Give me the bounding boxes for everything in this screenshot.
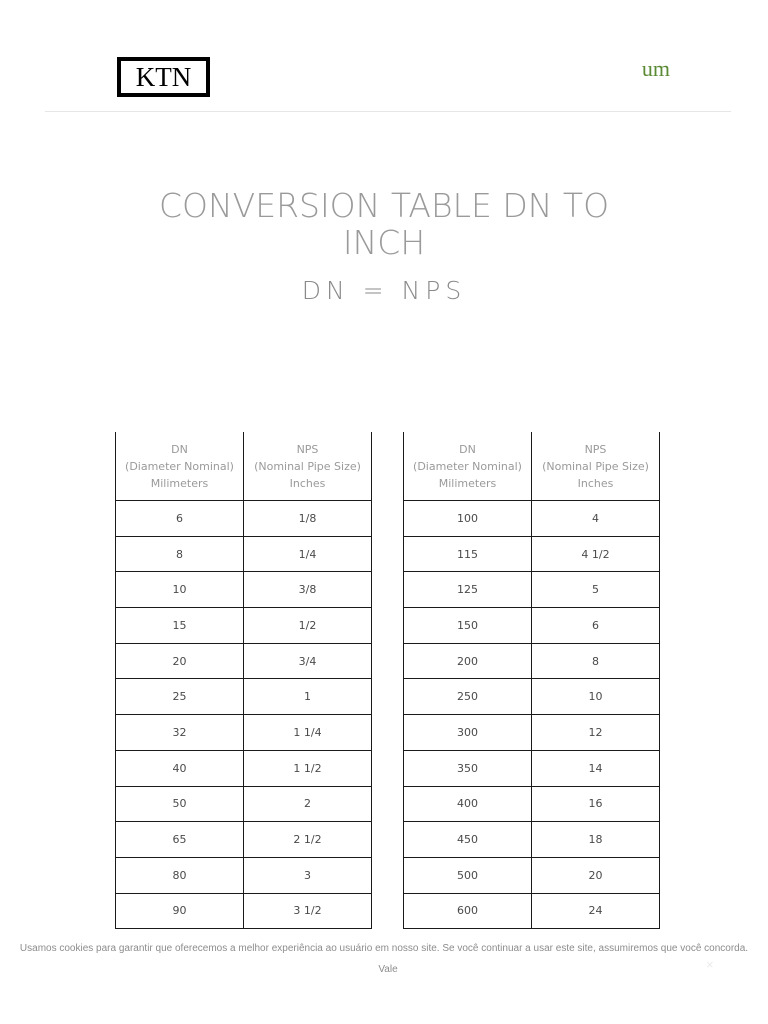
table-row xyxy=(116,893,372,929)
dn-cell: 50 xyxy=(116,786,244,822)
language-link[interactable]: um xyxy=(641,56,670,81)
table-row xyxy=(116,786,372,822)
page-subtitle: DN = NPS xyxy=(301,276,467,305)
table-row xyxy=(116,643,372,679)
dn-header-desc: (Diameter Nominal) xyxy=(413,459,522,473)
dn-header-unit: Milimeters xyxy=(150,476,209,490)
site-header xyxy=(0,0,768,113)
nps-cell: 1 xyxy=(244,679,372,715)
dn-cell: 80 xyxy=(116,857,244,893)
dn-cell: 450 xyxy=(404,822,532,858)
nps-header-label: NPS xyxy=(296,442,319,456)
dn-cell: 250 xyxy=(404,679,532,715)
close-icon[interactable]: × xyxy=(706,957,714,972)
table-row xyxy=(404,857,660,893)
table-row xyxy=(116,608,372,644)
nps-header-unit: Inches xyxy=(289,476,326,490)
dn-header-label: DN xyxy=(459,442,476,456)
nps-cell: 1/8 xyxy=(244,501,372,537)
nps-cell: 1 1/2 xyxy=(244,750,372,786)
nps-header-unit: Inches xyxy=(577,476,614,490)
table-row xyxy=(116,536,372,572)
dn-header-label: DN xyxy=(171,442,188,456)
nps-cell: 2 1/2 xyxy=(244,822,372,858)
nps-cell: 2 xyxy=(244,786,372,822)
table-row xyxy=(404,786,660,822)
dn-cell: 6 xyxy=(116,501,244,537)
nps-cell: 4 xyxy=(532,501,660,537)
table-row xyxy=(404,715,660,751)
dn-column-header xyxy=(404,432,532,501)
nps-header-label: NPS xyxy=(584,442,607,456)
dn-cell: 115 xyxy=(404,536,532,572)
dn-cell: 15 xyxy=(116,608,244,644)
table-row xyxy=(116,501,372,537)
header-divider xyxy=(45,111,731,112)
nps-cell: 3 1/2 xyxy=(244,893,372,929)
table-row xyxy=(404,536,660,572)
cookie-notice-bar xyxy=(0,940,768,1024)
nps-cell: 16 xyxy=(532,786,660,822)
cookie-accept-button[interactable]: Vale xyxy=(378,964,398,975)
nps-column-header xyxy=(532,432,660,501)
nps-cell: 6 xyxy=(532,608,660,644)
nps-column-header xyxy=(244,432,372,501)
dn-cell: 65 xyxy=(116,822,244,858)
page-title: CONVERSION TABLE DN TO INCH xyxy=(158,186,610,262)
table-header-row xyxy=(404,432,660,501)
nps-cell: 18 xyxy=(532,822,660,858)
table-row xyxy=(404,501,660,537)
nps-header-desc: (Nominal Pipe Size) xyxy=(542,459,649,473)
table-row xyxy=(116,715,372,751)
nps-cell: 1/4 xyxy=(244,536,372,572)
nps-cell: 3 xyxy=(244,857,372,893)
table-row xyxy=(116,750,372,786)
table-row xyxy=(116,857,372,893)
table-row xyxy=(404,822,660,858)
table-row xyxy=(404,643,660,679)
table-row xyxy=(404,572,660,608)
dn-cell: 20 xyxy=(116,643,244,679)
site-logo[interactable]: KTN xyxy=(117,57,210,97)
table-row xyxy=(404,750,660,786)
dn-cell: 300 xyxy=(404,715,532,751)
dn-header-unit: Milimeters xyxy=(438,476,497,490)
table-row xyxy=(116,679,372,715)
cookie-notice-text: Usamos cookies para garantir que oferecemos a melhor experiência ao usuário em nosso site. Se você continuar a usar este site, assumiremos que você concorda. xyxy=(19,943,749,954)
dn-cell: 40 xyxy=(116,750,244,786)
page-title-block xyxy=(0,187,768,261)
dn-cell: 32 xyxy=(116,715,244,751)
nps-cell: 1/2 xyxy=(244,608,372,644)
dn-cell: 500 xyxy=(404,857,532,893)
dn-cell: 400 xyxy=(404,786,532,822)
dn-header-desc: (Diameter Nominal) xyxy=(125,459,234,473)
table-row xyxy=(404,893,660,929)
dn-cell: 200 xyxy=(404,643,532,679)
dn-cell: 150 xyxy=(404,608,532,644)
table-row xyxy=(116,572,372,608)
dn-cell: 25 xyxy=(116,679,244,715)
nps-cell: 1 1/4 xyxy=(244,715,372,751)
table-header-row xyxy=(116,432,372,501)
dn-cell: 350 xyxy=(404,750,532,786)
nps-cell: 4 1/2 xyxy=(532,536,660,572)
dn-cell: 8 xyxy=(116,536,244,572)
dn-cell: 125 xyxy=(404,572,532,608)
nps-cell: 20 xyxy=(532,857,660,893)
table-row xyxy=(116,822,372,858)
dn-cell: 600 xyxy=(404,893,532,929)
dn-cell: 10 xyxy=(116,572,244,608)
nps-header-desc: (Nominal Pipe Size) xyxy=(254,459,361,473)
nps-cell: 24 xyxy=(532,893,660,929)
conversion-table-left xyxy=(115,432,372,929)
nps-cell: 3/8 xyxy=(244,572,372,608)
nps-cell: 12 xyxy=(532,715,660,751)
nps-cell: 5 xyxy=(532,572,660,608)
nps-cell: 8 xyxy=(532,643,660,679)
dn-cell: 90 xyxy=(116,893,244,929)
nps-cell: 14 xyxy=(532,750,660,786)
dn-cell: 100 xyxy=(404,501,532,537)
nps-cell: 10 xyxy=(532,679,660,715)
dn-column-header xyxy=(116,432,244,501)
conversion-table-right xyxy=(403,432,660,929)
table-row xyxy=(404,679,660,715)
nps-cell: 3/4 xyxy=(244,643,372,679)
table-row xyxy=(404,608,660,644)
